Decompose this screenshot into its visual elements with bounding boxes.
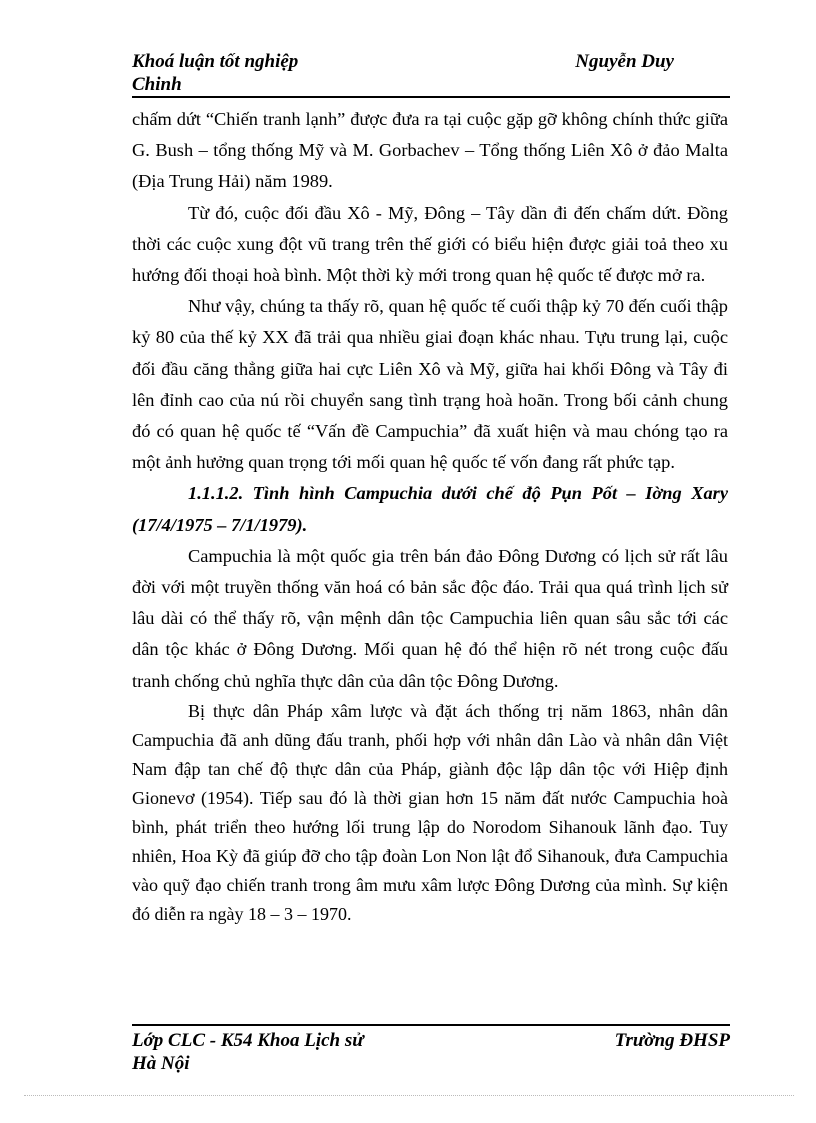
header-rule [132,96,730,98]
page-header [132,50,730,96]
paragraph: Campuchia là một quốc gia trên bán đảo Đông Dương có lịch sử rất lâu đời với một truyền thống văn hoá có bản sắc độc đáo. Trải qua quá trình lịch sử lâu dài có thể thấy rõ, vận mệnh dân tộc Campuchia liên quan sâu sắc tới các dân tộc khác ở Đông Dương. Mối quan hệ đó thể hiện rõ nét trong cuộc đấu tranh chống chủ nghĩa thực dân của dân tộc Đông Dương. [132,545,728,691]
paragraph: chấm dứt “Chiến tranh lạnh” được đưa ra tại cuộc gặp gỡ không chính thức giữa G. Bush – tổng thống Mỹ và M. Gorbachev – Tổng thống Liên Xô ở đảo Malta (Địa Trung Hải) năm 1989. [132,109,728,192]
header-thesis-title: Khoá luận tốt nghiệp [132,51,299,72]
page-footer [132,1029,730,1075]
header-author-name: Nguyễn Duy [575,51,674,72]
footer-city: Hà Nội [132,1053,190,1074]
section-subheading: 1.1.1.2. Tình hình Campuchia dưới chế độ Pụn Pốt – Iờng Xary (17/4/1975 – 7/1/1979). [132,483,728,535]
paragraph: Như vậy, chúng ta thấy rõ, quan hệ quốc tế cuối thập kỷ 70 đến cuối thập kỷ 80 của thế kỷ XX đã trải qua nhiều giai đoạn khác nhau. Tựu trung lại, cuộc đối đầu căng thẳng giữa hai cực Liên Xô và Mỹ, giữa hai khối Đông và Tây đi lên đỉnh cao của nú rồi chuyển sang tình trạng hoà hoãn. Trong bối cảnh chung đó có quan hệ quốc tế “Vấn đề Campuchia” đã xuất hiện và mau chóng tạo ra một ảnh hưởng quan trọng tới mối quan hệ quốc tế vốn đang rất phức tạp. [132,296,728,473]
document-body [132,104,728,929]
header-title-continuation: Chinh [132,74,182,95]
footer-class-name: Lớp CLC - K54 Khoa Lịch sử [132,1030,364,1051]
paragraph: Từ đó, cuộc đối đầu Xô - Mỹ, Đông – Tây dần đi đến chấm dứt. Đồng thời các cuộc xung đột vũ trang trên thế giới có biểu hiện được giải toả theo xu hướng đối thoại hoà bình. Một thời kỳ mới trong quan hệ quốc tế được mở ra. [132,202,728,286]
paragraph: Bị thực dân Pháp xâm lược và đặt ách thống trị năm 1863, nhân dân Campuchia đã anh dũng đấu tranh, phối hợp với nhân dân Lào và nhân dân Việt Nam đập tan chế độ thực dân của Pháp, giành độc lập dân tộc với Hiệp định Gionevơ (1954). Tiếp sau đó là thời gian hơn 15 năm đất nước Campuchia hoà bình, phát triển theo hướng lối trung lập do Norodom Sihanouk lãnh đạo. Tuy nhiên, Hoa Kỳ đã giúp đỡ cho tập đoàn Lon Non lật đổ Sihanouk, đưa Campuchia vào quỹ đạo chiến tranh trong âm mưu xâm lược Đông Dương của mình. Sự kiện đó diễn ra ngày 18 – 3 – 1970. [132,700,728,924]
footer-university: Trường ĐHSP [614,1030,730,1051]
footer-rule [132,1024,730,1026]
page-bottom-divider [24,1095,794,1096]
